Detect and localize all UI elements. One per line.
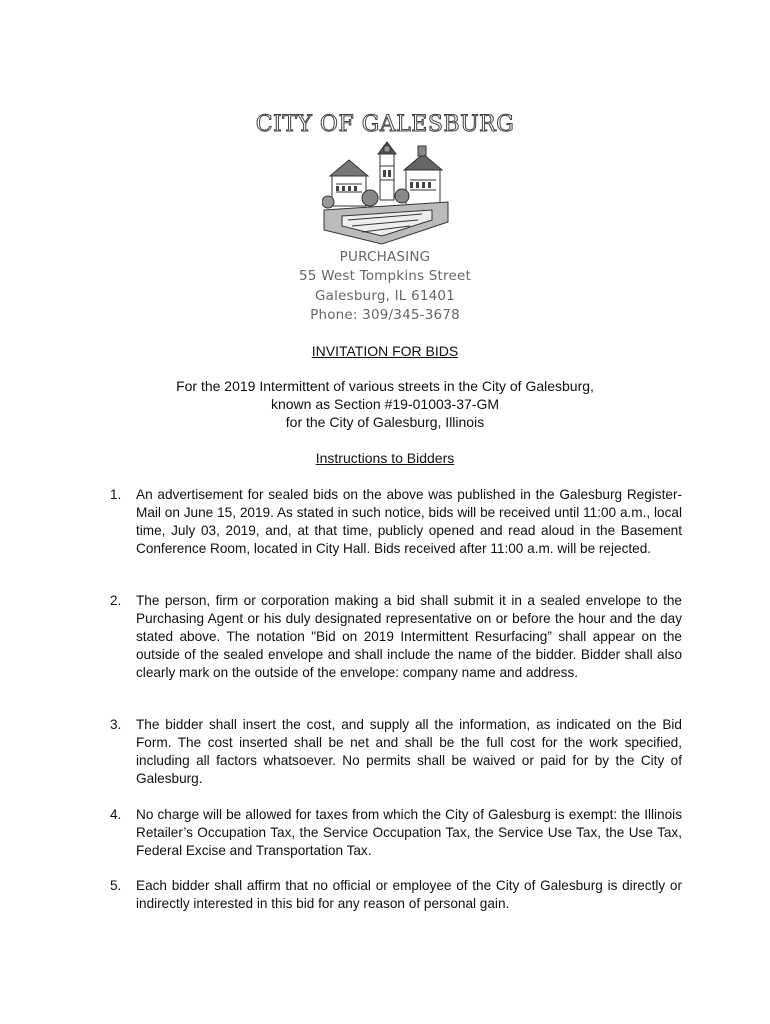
section-heading: Instructions to Bidders <box>315 450 455 466</box>
intro-line: known as Section #19-01003-37-GM <box>270 396 500 412</box>
city-state-zip: Galesburg, IL 61401 <box>315 288 455 304</box>
department-name: PURCHASING <box>339 249 431 265</box>
item-text: The bidder shall insert the cost, and supply all the information, as indicated on the Bid Form. The cost inserted shall be net and shall be the full cost for the work specified, including all factors whatsoever. No permits shall be waived or paid for by the City of Galesburg. <box>136 717 682 786</box>
instruction-item <box>110 877 682 913</box>
city-buildings-illustration <box>322 140 450 250</box>
instruction-item <box>110 806 682 860</box>
intro-line: For the 2019 Intermittent of various streets in the City of Galesburg, <box>176 378 594 394</box>
item-text: The person, firm or corporation making a bid shall submit it in a sealed envelope to the Purchasing Agent or his duly designated representative on or before the hour and the day stated above. The notation "Bid on 2019 Intermittent Resurfacing” shall appear on the outside of the sealed envelope and shall include the name of the bidder. Bidder shall also clearly mark on the outside of the envelope: company name and address. <box>136 593 682 680</box>
phone-number: Phone: 309/345-3678 <box>310 307 460 323</box>
city-title: CITY OF GALESBURG <box>255 112 515 137</box>
street-address: 55 West Tompkins Street <box>299 268 471 284</box>
intro-block <box>0 377 770 431</box>
item-number: 3. <box>110 717 122 732</box>
item-number: 4. <box>110 807 122 822</box>
instruction-item <box>110 486 682 558</box>
intro-line: for the City of Galesburg, Illinois <box>285 414 485 430</box>
item-text: An advertisement for sealed bids on the above was published in the Galesburg Register-Mail on June 15, 2019. As stated in such notice, bids will be received until 11:00 a.m., local time, July 03, 2019, and, at that time, publicly opened and read aloud in the Basement Conference Room, located in City Hall. Bids received after 11:00 a.m. will be rejected. <box>136 487 682 556</box>
item-text: No charge will be allowed for taxes from which the City of Galesburg is exempt: the Illinois Retailer’s Occupation Tax, the Service Occupation Tax, the Service Use Tax, the Use Tax, Federal Excise and Transportation Tax. <box>136 807 682 858</box>
item-number: 1. <box>110 487 122 502</box>
instruction-item <box>110 592 682 682</box>
instruction-item <box>110 716 682 788</box>
item-number: 2. <box>110 593 122 608</box>
document-title: INVITATION FOR BIDS <box>311 343 459 359</box>
item-number: 5. <box>110 878 122 893</box>
item-text: Each bidder shall affirm that no official or employee of the City of Galesburg is directly or indirectly interested in this bid for any reason of personal gain. <box>136 878 682 911</box>
